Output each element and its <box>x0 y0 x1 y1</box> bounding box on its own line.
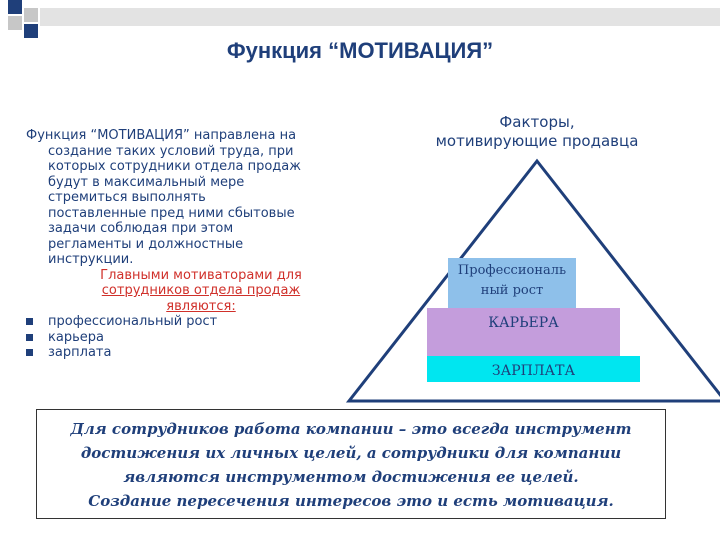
intro-line: Функция “МОТИВАЦИЯ” направлена на <box>26 128 297 143</box>
pyramid-level-salary: ЗАРПЛАТА <box>427 356 640 382</box>
conclusion-text <box>36 417 666 513</box>
intro-line: стремиться выполнять <box>48 190 206 205</box>
intro-line: регламенты и должностные <box>48 236 244 252</box>
motivators-heading: являются: <box>166 298 236 314</box>
list-item: карьера <box>26 330 366 346</box>
pyramid-level-professional-growth: Профессиональ ный рост <box>448 258 576 308</box>
intro-line: задачи соблюдая при этом <box>48 221 234 236</box>
conclusion-line: Создание пересечения интересов это и есть мотивация. <box>88 492 614 510</box>
conclusion-line: Для сотрудников работа компании – это всегда инструмент <box>70 420 632 438</box>
pyramid-title: Факторы, мотивирующие продавца <box>435 113 639 150</box>
conclusion-line: достижения их личных целей, а сотрудники для компании <box>80 444 622 462</box>
intro-line: которых сотрудники отдела продаж <box>48 159 301 174</box>
intro-line: поставленные пред ними сбытовые <box>48 205 295 221</box>
list-item: профессиональный рост <box>26 314 366 330</box>
motivators-heading: сотрудников отдела продаж <box>101 283 301 298</box>
intro-line: создание таких условий труда, при <box>48 143 294 159</box>
list-item: зарплата <box>26 345 366 361</box>
intro-line: инструкции. <box>48 252 134 267</box>
conclusion-line: являются инструментом достижения ее целей. <box>123 468 579 486</box>
intro-line: будут в максимальный мере <box>48 174 245 190</box>
motivators-heading: Главными мотиваторами для <box>100 267 302 283</box>
page-title: Функция “МОТИВАЦИЯ” <box>226 38 494 63</box>
pyramid-level-career: КАРЬЕРА <box>427 308 620 356</box>
